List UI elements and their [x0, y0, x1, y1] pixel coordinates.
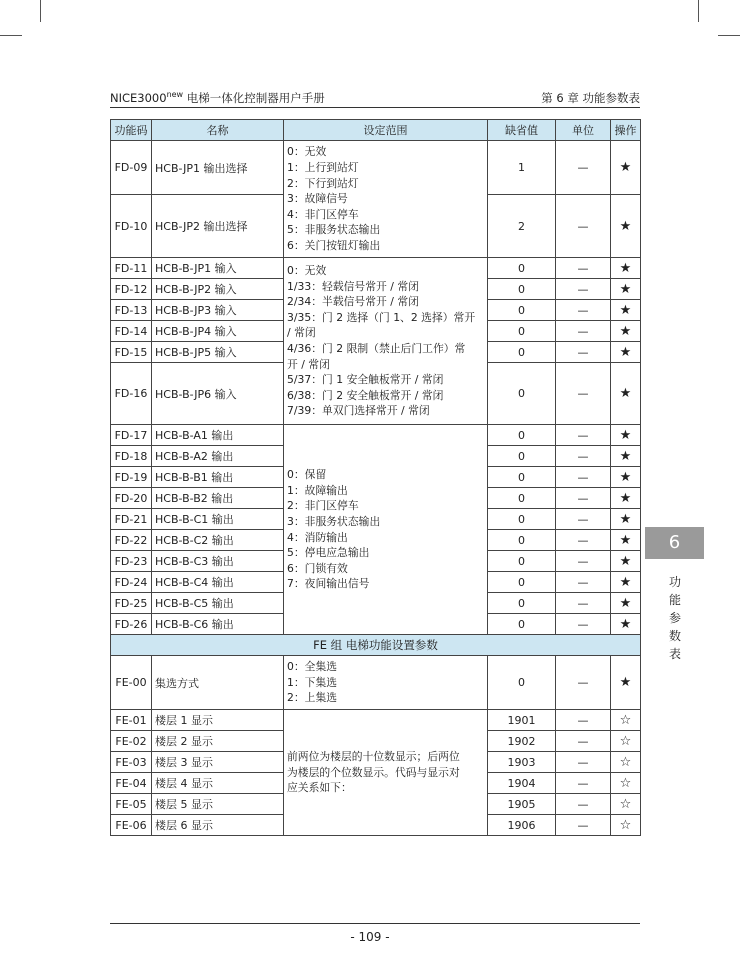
- op-star-outline-icon: ☆: [611, 794, 641, 815]
- default-value: 0: [488, 279, 556, 300]
- page-header: [110, 90, 640, 104]
- op-star-icon: ★: [611, 488, 641, 509]
- setting-range: 0：无效 1：上行到站灯 2：下行到站灯 3：故障信号 4：非门区停车 5：非服务状态输出 6：关门按钮灯输出: [284, 141, 488, 258]
- unit-value: —: [556, 141, 611, 195]
- default-value: 1904: [488, 773, 556, 794]
- default-value: 0: [488, 300, 556, 321]
- param-code: FD-19: [111, 467, 152, 488]
- unit-value: —: [556, 509, 611, 530]
- section-title: FE 组 电梯功能设置参数: [111, 635, 641, 656]
- col-header-default: 缺省值: [488, 120, 556, 141]
- param-name: HCB-B-JP3 输入: [152, 300, 284, 321]
- param-name: HCB-B-A1 输出: [152, 425, 284, 446]
- crop-mark: [718, 35, 740, 36]
- default-value: 0: [488, 551, 556, 572]
- parameter-table: [110, 119, 641, 836]
- table-row: [111, 656, 641, 710]
- param-name: 楼层 6 显示: [152, 815, 284, 836]
- param-name: HCB-JP1 输出选择: [152, 141, 284, 195]
- unit-value: —: [556, 300, 611, 321]
- param-code: FE-00: [111, 656, 152, 710]
- param-name: 楼层 3 显示: [152, 752, 284, 773]
- op-star-outline-icon: ☆: [611, 731, 641, 752]
- param-name: 楼层 2 显示: [152, 731, 284, 752]
- default-value: 1903: [488, 752, 556, 773]
- param-code: FD-25: [111, 593, 152, 614]
- default-value: 0: [488, 572, 556, 593]
- default-value: 0: [488, 258, 556, 279]
- param-name: HCB-B-C4 输出: [152, 572, 284, 593]
- param-name: 楼层 4 显示: [152, 773, 284, 794]
- op-star-icon: ★: [611, 551, 641, 572]
- unit-value: —: [556, 731, 611, 752]
- param-code: FD-10: [111, 195, 152, 258]
- unit-value: —: [556, 593, 611, 614]
- unit-value: —: [556, 279, 611, 300]
- op-star-outline-icon: ☆: [611, 710, 641, 731]
- default-value: 1: [488, 141, 556, 195]
- table-row: [111, 141, 641, 195]
- manual-title: $NICE3000^{new}$ 电梯一体化控制器用户手册: [110, 90, 325, 105]
- op-star-icon: ★: [611, 195, 641, 258]
- param-code: FD-20: [111, 488, 152, 509]
- param-name: HCB-B-C5 输出: [152, 593, 284, 614]
- default-value: 0: [488, 509, 556, 530]
- unit-value: —: [556, 710, 611, 731]
- op-star-icon: ★: [611, 467, 641, 488]
- chapter-tab: 6: [645, 527, 704, 559]
- param-code: FD-23: [111, 551, 152, 572]
- param-code: FD-16: [111, 363, 152, 425]
- param-code: FD-13: [111, 300, 152, 321]
- default-value: 0: [488, 488, 556, 509]
- table-row: [111, 710, 641, 731]
- col-header-code: 功能码: [111, 120, 152, 141]
- op-star-outline-icon: ☆: [611, 752, 641, 773]
- param-name: HCB-B-JP4 输入: [152, 321, 284, 342]
- op-star-icon: ★: [611, 572, 641, 593]
- param-code: FE-05: [111, 794, 152, 815]
- unit-value: —: [556, 195, 611, 258]
- table-header-row: [111, 120, 641, 141]
- op-star-icon: ★: [611, 614, 641, 635]
- param-name: HCB-B-C6 输出: [152, 614, 284, 635]
- col-header-unit: 单位: [556, 120, 611, 141]
- param-name: 集选方式: [152, 656, 284, 710]
- default-value: 1901: [488, 710, 556, 731]
- param-code: FD-21: [111, 509, 152, 530]
- crop-mark: [40, 0, 41, 22]
- param-code: FD-22: [111, 530, 152, 551]
- param-code: FD-14: [111, 321, 152, 342]
- op-star-icon: ★: [611, 656, 641, 710]
- param-name: HCB-JP2 输出选择: [152, 195, 284, 258]
- param-name: HCB-B-C1 输出: [152, 509, 284, 530]
- unit-value: —: [556, 258, 611, 279]
- param-name: HCB-B-JP6 输入: [152, 363, 284, 425]
- default-value: 1902: [488, 731, 556, 752]
- op-star-icon: ★: [611, 321, 641, 342]
- default-value: 1905: [488, 794, 556, 815]
- unit-value: —: [556, 656, 611, 710]
- unit-value: —: [556, 530, 611, 551]
- param-code: FD-12: [111, 279, 152, 300]
- table-row: [111, 258, 641, 279]
- param-code: FD-15: [111, 342, 152, 363]
- op-star-icon: ★: [611, 425, 641, 446]
- param-name: HCB-B-JP2 输入: [152, 279, 284, 300]
- unit-value: —: [556, 488, 611, 509]
- param-name: HCB-B-A2 输出: [152, 446, 284, 467]
- setting-range: 0：无效 1/33：轻载信号常开 / 常闭 2/34：半载信号常开 / 常闭 3/35：门 2 选择（门 1、2 选择）常开 / 常闭 4/36：门 2 限制（禁止后门工作）常 开 / 常闭 5/37：门 1 安全触板常开 / 常闭 6/38：门 2 安全触板常开 / 常闭 7/39：单双门选择常开 / 常闭: [284, 258, 488, 425]
- unit-value: —: [556, 815, 611, 836]
- param-code: FD-26: [111, 614, 152, 635]
- default-value: 0: [488, 530, 556, 551]
- op-star-icon: ★: [611, 141, 641, 195]
- op-star-outline-icon: ☆: [611, 773, 641, 794]
- param-name: 楼层 5 显示: [152, 794, 284, 815]
- param-code: FE-02: [111, 731, 152, 752]
- default-value: 0: [488, 425, 556, 446]
- page-number: - 109 -: [350, 930, 390, 944]
- param-code: FD-24: [111, 572, 152, 593]
- default-value: 2: [488, 195, 556, 258]
- default-value: 0: [488, 593, 556, 614]
- default-value: 0: [488, 656, 556, 710]
- unit-value: —: [556, 614, 611, 635]
- param-code: FE-01: [111, 710, 152, 731]
- unit-value: —: [556, 446, 611, 467]
- op-star-icon: ★: [611, 342, 641, 363]
- unit-value: —: [556, 425, 611, 446]
- unit-value: —: [556, 551, 611, 572]
- op-star-icon: ★: [611, 258, 641, 279]
- op-star-icon: ★: [611, 530, 641, 551]
- param-name: HCB-B-JP1 输入: [152, 258, 284, 279]
- default-value: 0: [488, 363, 556, 425]
- param-name: HCB-B-C2 输出: [152, 530, 284, 551]
- unit-value: —: [556, 467, 611, 488]
- unit-value: —: [556, 342, 611, 363]
- unit-value: —: [556, 752, 611, 773]
- op-star-icon: ★: [611, 279, 641, 300]
- param-code: FD-18: [111, 446, 152, 467]
- default-value: 0: [488, 321, 556, 342]
- section-header-row: [111, 635, 641, 656]
- param-name: HCB-B-B1 输出: [152, 467, 284, 488]
- param-code: FD-11: [111, 258, 152, 279]
- footer-divider: [110, 923, 640, 924]
- table-row: [111, 425, 641, 446]
- op-star-icon: ★: [611, 446, 641, 467]
- header-divider: [110, 107, 640, 108]
- default-value: 0: [488, 614, 556, 635]
- col-header-range: 设定范围: [284, 120, 488, 141]
- default-value: 0: [488, 446, 556, 467]
- unit-value: —: [556, 794, 611, 815]
- param-name: HCB-B-B2 输出: [152, 488, 284, 509]
- setting-range: 前两位为楼层的十位数显示；后两位 为楼层的个位数显示。代码与显示对 应关系如下：: [284, 710, 488, 836]
- chapter-title: 第 6 章 功能参数表: [541, 91, 640, 105]
- unit-value: —: [556, 321, 611, 342]
- param-code: FE-04: [111, 773, 152, 794]
- col-header-op: 操作: [611, 120, 641, 141]
- param-code: FE-03: [111, 752, 152, 773]
- param-name: 楼层 1 显示: [152, 710, 284, 731]
- unit-value: —: [556, 572, 611, 593]
- op-star-icon: ★: [611, 509, 641, 530]
- param-code: FD-17: [111, 425, 152, 446]
- crop-mark: [0, 35, 22, 36]
- default-value: 0: [488, 342, 556, 363]
- default-value: 0: [488, 467, 556, 488]
- param-name: HCB-B-JP5 输入: [152, 342, 284, 363]
- param-name: HCB-B-C3 输出: [152, 551, 284, 572]
- op-star-icon: ★: [611, 593, 641, 614]
- crop-mark: [698, 0, 699, 22]
- unit-value: —: [556, 363, 611, 425]
- chapter-side-label: 功 能 参 数 表: [668, 575, 681, 661]
- op-star-icon: ★: [611, 300, 641, 321]
- op-star-outline-icon: ☆: [611, 815, 641, 836]
- col-header-name: 名称: [152, 120, 284, 141]
- setting-range: 0：保留 1：故障输出 2：非门区停车 3：非服务状态输出 4：消防输出 5：停电应急输出 6：门锁有效 7：夜间输出信号: [284, 425, 488, 635]
- unit-value: —: [556, 773, 611, 794]
- default-value: 1906: [488, 815, 556, 836]
- op-star-icon: ★: [611, 363, 641, 425]
- setting-range: 0：全集选 1：下集选 2：上集选: [284, 656, 488, 710]
- param-code: FE-06: [111, 815, 152, 836]
- param-code: FD-09: [111, 141, 152, 195]
